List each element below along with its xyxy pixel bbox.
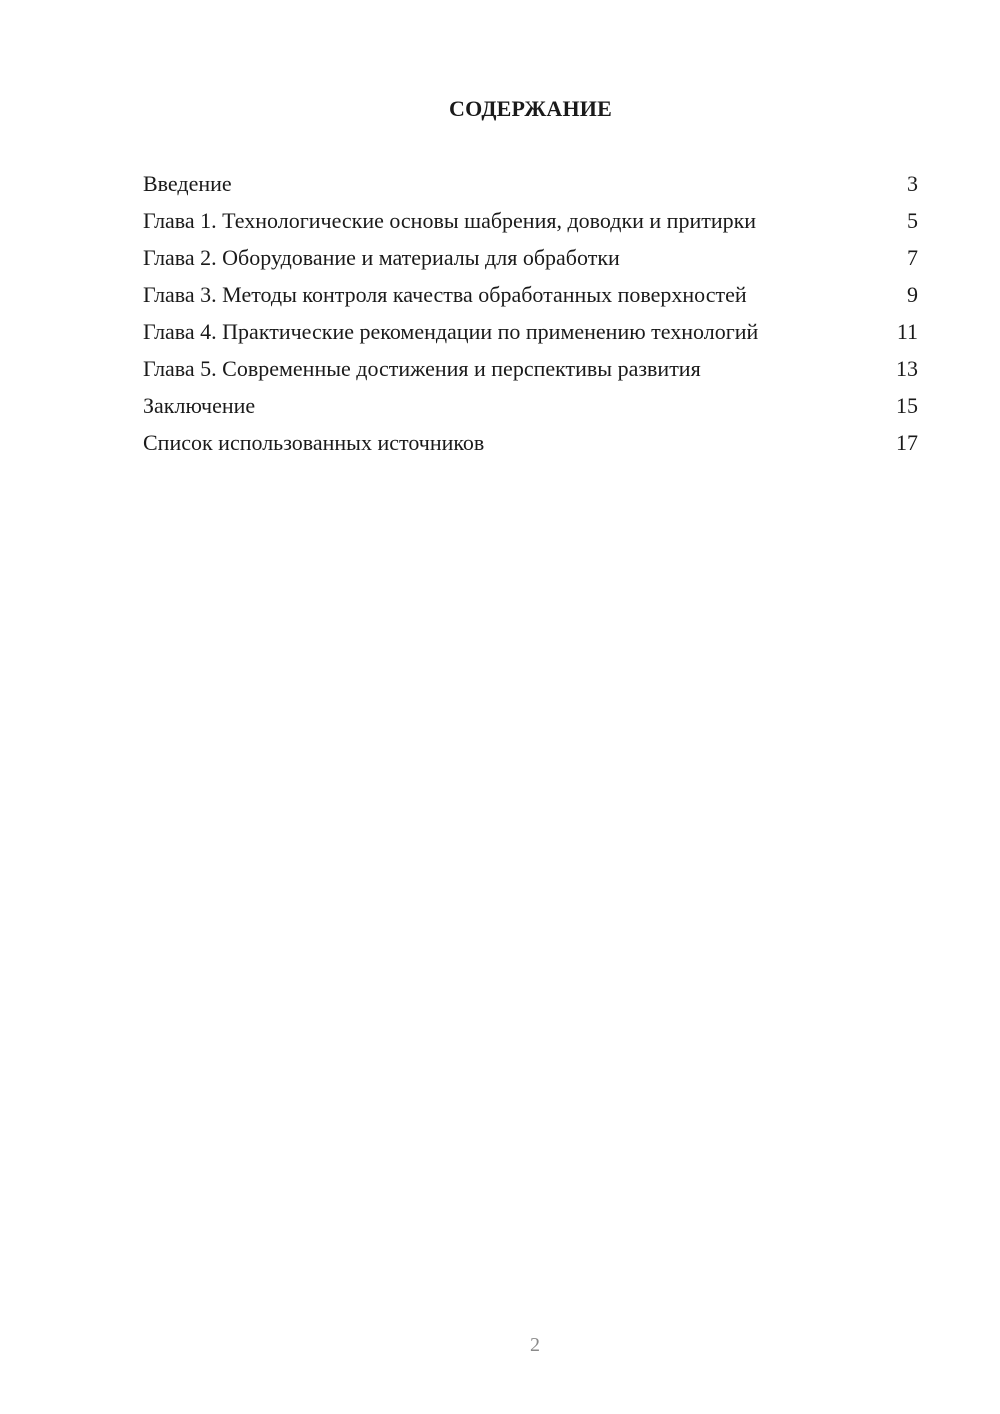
toc-entry-label: Глава 4. Практические рекомендации по применению технологий (143, 319, 759, 344)
toc-entry-chapter-2 (143, 244, 918, 271)
toc-entry-label: Глава 1. Технологические основы шабрения, доводки и притирки (143, 208, 757, 233)
toc-entry-label: Глава 3. Методы контроля качества обработанных поверхностей (143, 282, 747, 307)
toc-entry-page: 11 (896, 319, 918, 344)
toc-entry-chapter-3 (143, 281, 918, 308)
toc-entry-page: 9 (907, 282, 918, 307)
table-of-contents (143, 170, 918, 466)
toc-entry-introduction (143, 170, 918, 197)
page-title: СОДЕРЖАНИЕ (449, 96, 612, 121)
toc-entry-page: 5 (907, 208, 918, 233)
toc-entry-references (143, 429, 918, 456)
toc-entry-chapter-4 (143, 318, 918, 345)
toc-entry-label: Введение (143, 171, 232, 196)
toc-entry-page: 3 (907, 171, 918, 196)
page-number: 2 (530, 1334, 540, 1356)
toc-entry-page: 17 (896, 430, 918, 455)
toc-entry-chapter-5 (143, 355, 918, 382)
toc-entry-label: Список использованных источников (143, 430, 485, 455)
toc-entry-label: Заключение (143, 393, 256, 418)
toc-entry-conclusion (143, 392, 918, 419)
toc-entry-chapter-1 (143, 207, 918, 234)
toc-entry-page: 15 (896, 393, 918, 418)
toc-entry-label: Глава 5. Современные достижения и перспективы развития (143, 356, 701, 381)
toc-entry-label: Глава 2. Оборудование и материалы для обработки (143, 245, 620, 270)
toc-entry-page: 13 (896, 356, 918, 381)
toc-entry-page: 7 (907, 245, 918, 270)
